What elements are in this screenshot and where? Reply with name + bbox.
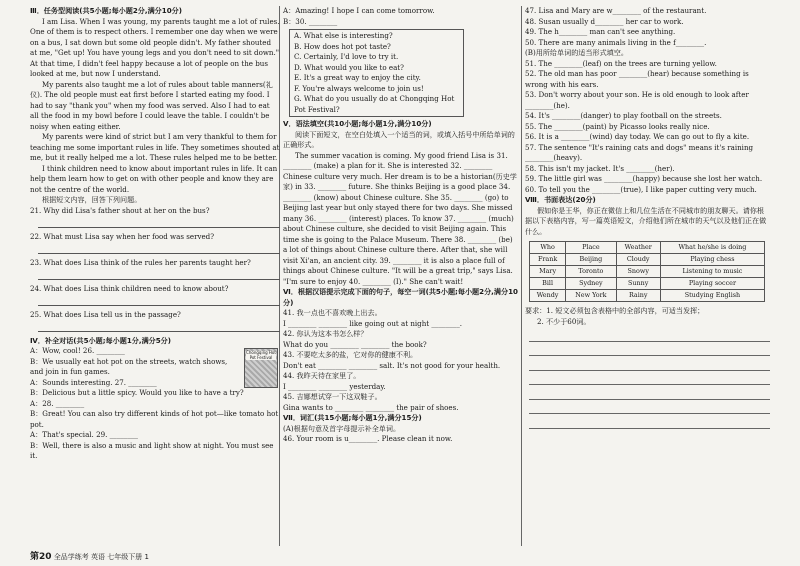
answer-line-25[interactable] [38, 320, 280, 332]
page-footer [30, 549, 149, 562]
question-52: 52. The old man has poor ________(hear) because something is wrong with his ears. [525, 69, 749, 89]
section-8-instruction: 假如你是王华，你正在微信上和几位生活在不同城市的朋友聊天。请你根据以下表格内容，写一篇英语短文，介绍他们所在城市的天气以及他们正在做什么。 [525, 205, 767, 236]
table-cell: Playing chess [660, 254, 764, 266]
column-3 [525, 6, 770, 429]
section-7b-instruction: (B)用所给单词的适当形式填空。 [525, 48, 628, 57]
sentence-45-cn: 45. 吉娜想试穿一下这双鞋子。 [283, 392, 382, 401]
table-row [530, 266, 765, 278]
section-6-title: Ⅵ．根据汉语提示完成下面的句子，每空一词(共5小题;每小题2分,满分10分) [283, 287, 518, 307]
table-row [530, 278, 765, 290]
column-divider-right [521, 6, 522, 546]
section-5-instruction: 阅读下面短文，在空白处填入一个适当的词，或填入括号中所给单词的正确形式。 [283, 129, 515, 149]
table-cell: Snowy [616, 266, 660, 278]
section-7a-instruction: (A)根据句意及首字母提示补全单词。 [283, 423, 401, 433]
question-23: 23. What does Lisa think of the rules her parents taught her? [30, 257, 251, 267]
option-d: D. What would you like to eat? [294, 62, 404, 72]
hot-pot-festival-image [244, 348, 278, 388]
question-59: 59. The little girl was ________(happy) because she lost her watch. [525, 174, 763, 183]
sentence-41-en: I ________ ________ like going out at night ________. [283, 318, 463, 328]
dialog-line-b4: B：Well, there is also a music and light show at night. You must see it. [30, 440, 274, 460]
dialog-line-b3: B：Great! You can also try different kinds of hot pot—like tomato hot pot. [30, 409, 279, 429]
table-header-cell: Who [530, 242, 566, 254]
column-2 [283, 6, 518, 445]
option-b: B. How does hot pot taste? [294, 41, 391, 51]
option-e: E. It's a great way to enjoy the city. [294, 73, 421, 82]
question-58: 58. This isn't my jacket. It's ________(her). [525, 163, 675, 173]
table-cell: Wendy [530, 290, 566, 302]
option-f: F. You're always welcome to join us! [294, 83, 424, 93]
question-56: 56. It is a ________(wind) day today. We can go out to fly a kite. [525, 132, 750, 141]
table-row [530, 290, 765, 302]
section-3-title: Ⅲ．任务型阅读(共5小题;每小题2分,满分10分) [30, 6, 182, 15]
sentence-43-cn: 43. 不要吃太多的盐，它对你的健康不利。 [283, 350, 418, 359]
question-50: 50. There are many animals living in the f________. [525, 37, 707, 47]
footer-text: 全品学练考 英语 七年级下册 1 [53, 553, 149, 561]
writing-line[interactable] [529, 400, 770, 415]
option-c: C. Certainly, I'd love to try it. [294, 52, 399, 61]
passage-paragraph-2: My parents also taught me a lot of rules about table manners(礼仪). The old people must eat first before I started eating my food. I had to say "thank you" when my food was served. Also I had to eat all the food in my bowl before I could leave the table. I couldn't be noisy when eating either. [30, 79, 273, 131]
option-a: A. What else is interesting? [294, 31, 393, 40]
table-cell: Sunny [616, 278, 660, 290]
grammar-passage: The summer vacation is coming. My good friend Lisa is 31. ________ (make) a plan for it. She is interested 32. ________ Chinese culture very much. Her dream is to be a historian(历史学家) in 33. ________ future. She thinks Beijing is a good place 34. ________ (know) about Chinese culture. She 35. ________ (go) to Beijing last year but only stayed there for two days. She missed many 36. ________ (interest) places. To know 37. ________ (much) about Chinese culture, she decided to visit Beijing again. This time she is going to the Palace Museum. There 38. ________ (be) a lot of things about Chinese culture there. After that, she will visit Xi'an, an ancient city. 39. ________ it is also a place full of things about Chinese culture. "It will be a great trip," says Lisa. "I'm sure to enjoy 40. ________ (I)." She can't wait! [283, 150, 517, 286]
sentence-42-en: What do you ________ ________ the book? [283, 339, 427, 349]
table-cell: Bill [530, 278, 566, 290]
sentence-44-en: I ________ ________ yesterday. [283, 381, 386, 391]
option-g: G. What do you usually do at Chongqing Hot Pot Festival? [294, 94, 455, 114]
question-46: 46. Your room is u________. Please clean it now. [283, 434, 453, 443]
passage-paragraph-3: My parents were kind of strict but I am very thankful to them for teaching me some important rules in life. They sometimes shouted at me, but it really helped me a lot. These rules helped me to be better. [30, 132, 280, 162]
writing-line[interactable] [529, 414, 770, 429]
table-header-row [530, 242, 765, 254]
table-row [530, 254, 765, 266]
dialog-line-28: A：28. ________ [30, 398, 85, 408]
table-cell: Toronto [566, 266, 616, 278]
writing-line[interactable] [529, 327, 770, 342]
writing-requirement-1: 要求：1. 短文必须包含表格中的全部内容，可适当发挥； [525, 306, 705, 315]
question-60: 60. To tell you the ________(true), I like paper cutting very much. [525, 184, 757, 194]
writing-line[interactable] [529, 371, 770, 386]
sentence-43-en: Don't eat ________ ________ salt. It's not good for your health. [283, 360, 501, 370]
section-7-title: Ⅶ．词汇(共15小题;每小题1分,满分15分) [283, 413, 422, 422]
dialog-line-27: A：Sounds interesting. 27. ________ [30, 377, 157, 387]
table-cell: Cloudy [616, 254, 660, 266]
writing-line[interactable] [529, 356, 770, 371]
dialog-line-b1: B：We usually eat hot pot on the streets, watch shows, and join in fun games. [30, 356, 228, 376]
table-cell: New York [566, 290, 616, 302]
questions-instruction: 根据短文内容，回答下列问题。 [42, 195, 142, 204]
section-5-title: Ⅴ．语法填空(共10小题;每小题1分,满分10分) [283, 119, 432, 128]
options-box [289, 29, 464, 117]
column-1 [30, 6, 280, 462]
question-47: 47. Lisa and Mary are w________ of the restaurant. [525, 6, 707, 15]
hot-pot-festival-caption: Chongqing Hot Pot Festival [246, 350, 276, 360]
dialog-line-a5: A：Amazing! I hope I can come tomorrow. [283, 6, 435, 15]
dialog-line-29: A：That's special. 29. ________ [30, 430, 138, 439]
answer-line-24[interactable] [38, 294, 280, 306]
question-49: 49. The h________ man can't see anything. [525, 27, 676, 36]
table-cell: Playing soccer [660, 278, 764, 290]
question-53: 53. Don't worry about your son. He is old enough to look after ________(he). [525, 90, 749, 110]
table-cell: Listening to music [660, 266, 764, 278]
question-54: 54. It's ________(danger) to play football on the streets. [525, 111, 722, 120]
sentence-44-cn: 44. 我昨天待在家里了。 [283, 371, 361, 380]
passage-paragraph-4: I think children need to know about important rules in life. It can help them learn how to get on with other people and know they are not the centre of the world. [30, 163, 278, 194]
question-48: 48. Susan usually d________ her car to work. [525, 16, 684, 26]
dialog-line-b2: B：Delicious but a little spicy. Would you like to have a try? [30, 388, 244, 397]
answer-line-21[interactable] [38, 216, 280, 228]
question-55: 55. The ________(paint) by Picasso looks really nice. [525, 121, 710, 131]
question-57: 57. The sentence "It's raining cats and dogs" means it's raining ________(heavy). [525, 142, 754, 162]
sentence-41-cn: 41. 我一点也不喜欢晚上出去。 [283, 308, 382, 317]
table-cell: Sydney [566, 278, 616, 290]
table-cell: Mary [530, 266, 566, 278]
answer-line-22[interactable] [38, 242, 280, 254]
writing-line[interactable] [529, 385, 770, 400]
question-51: 51. The ________(leaf) on the trees are turning yellow. [525, 58, 717, 68]
footer-page-number: 第20 [30, 552, 52, 562]
table-header-cell: What he/she is doing [660, 242, 764, 254]
writing-requirement-2: 2. 不少于60词。 [537, 316, 591, 326]
table-header-cell: Weather [616, 242, 660, 254]
section-4-title: Ⅳ．补全对话(共5小题;每小题1分,满分5分) [30, 335, 172, 345]
writing-info-table [529, 241, 765, 302]
table-cell: Studying English [660, 290, 764, 302]
sentence-45-en: Gina wants to ________ ________ the pair of shoes. [283, 402, 459, 412]
answer-line-23[interactable] [38, 268, 280, 280]
table-cell: Rainy [616, 290, 660, 302]
section-8-title: Ⅷ．书面表达(20分) [525, 195, 596, 204]
writing-line[interactable] [529, 342, 770, 357]
question-21: 21. Why did Lisa's father shout at her on the bus? [30, 205, 210, 215]
dialog-line-26: A：Wow, cool! 26. ________ [30, 346, 125, 355]
table-cell: Beijing [566, 254, 616, 266]
table-cell: Frank [530, 254, 566, 266]
sentence-42-cn: 42. 你认为这本书怎么样？ [283, 329, 368, 338]
question-22: 22. What must Lisa say when her food was served? [30, 231, 215, 241]
dialog-line-30: B：30. ________ [283, 16, 338, 26]
question-24: 24. What does Lisa think children need to know about? [30, 283, 229, 293]
question-25: 25. What does Lisa tell us in the passage? [30, 309, 181, 319]
passage-paragraph-1: I am Lisa. When I was young, my parents taught me a lot of rules. One of them is to respect others. I remember one day when we were on a bus, I sat down but some old people didn't. My father shouted at me, "Get up! You have young legs and you don't need to sit down." At that time, I didn't feel happy because a lot of people on the bus looked at me, but now I understand. [30, 16, 280, 78]
table-header-cell: Place [566, 242, 616, 254]
